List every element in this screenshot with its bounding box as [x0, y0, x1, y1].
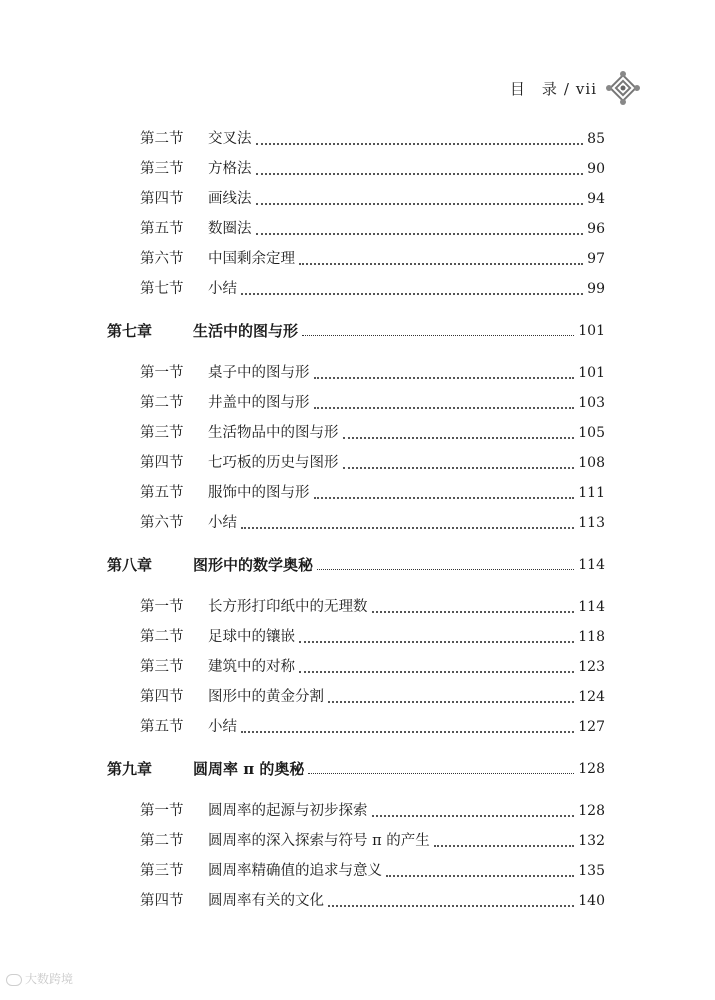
toc-page-number: 85 — [587, 131, 605, 147]
toc-entry-number: 第七节 — [140, 281, 184, 297]
toc-entry-number: 第三节 — [140, 161, 184, 177]
toc-chapter-row[interactable] — [0, 757, 605, 781]
toc-entry-number: 第九章 — [107, 760, 153, 778]
toc-section-row[interactable] — [0, 157, 605, 181]
toc-page-number: 111 — [578, 485, 605, 501]
dot-leader — [314, 496, 575, 499]
toc-entry-title: 画线法 — [208, 191, 252, 207]
toc-page-number: 124 — [578, 689, 605, 705]
toc-page-number: 135 — [578, 863, 605, 879]
toc-entry-title: 圆周率的深入探索与符号 π 的产生 — [208, 833, 430, 849]
toc-entry-number: 第二节 — [140, 395, 184, 411]
toc-entry-title: 圆周率 π 的奥秘 — [193, 760, 305, 778]
toc-section-row[interactable] — [0, 685, 605, 709]
toc-entry-number: 第六节 — [140, 251, 184, 267]
toc-section-row[interactable] — [0, 715, 605, 739]
toc-entry-number: 第五节 — [140, 719, 184, 735]
toc-entry-number: 第三节 — [140, 863, 184, 879]
toc-entry-number: 第四节 — [140, 893, 184, 909]
toc-section-row[interactable] — [0, 451, 605, 475]
toc-chapter-row[interactable] — [0, 319, 605, 343]
dot-leader — [241, 730, 574, 733]
toc-page-number: 101 — [578, 323, 605, 339]
toc-section-row[interactable] — [0, 421, 605, 445]
toc-entry-title: 圆周率有关的文化 — [208, 893, 324, 909]
dot-leader — [314, 406, 575, 409]
toc-section-row[interactable] — [0, 247, 605, 271]
toc-entry-number: 第四节 — [140, 689, 184, 705]
toc-section-row[interactable] — [0, 799, 605, 823]
toc-entry-number: 第一节 — [140, 365, 184, 381]
toc-page-number: 127 — [578, 719, 605, 735]
toc-section-row[interactable] — [0, 217, 605, 241]
toc-entry-title: 桌子中的图与形 — [208, 365, 310, 381]
toc-page-number: 105 — [578, 425, 605, 441]
toc-section-row[interactable] — [0, 595, 605, 619]
toc-section-row[interactable] — [0, 481, 605, 505]
toc-page-number: 97 — [587, 251, 605, 267]
toc-entry-title: 生活物品中的图与形 — [208, 425, 339, 441]
toc-entry-number: 第三节 — [140, 659, 184, 675]
dot-leader — [299, 670, 574, 673]
dot-leader — [256, 142, 584, 145]
dot-leader — [328, 700, 574, 703]
dot-leader — [241, 292, 583, 295]
toc-entry-title: 生活中的图与形 — [193, 322, 299, 340]
dot-leader — [343, 466, 575, 469]
toc-entry-title: 小结 — [208, 281, 237, 297]
toc-page-number: 114 — [578, 599, 605, 615]
toc-page-number: 113 — [578, 515, 605, 531]
dot-leader — [386, 874, 574, 877]
watermark-text: 大数跨境 — [25, 972, 74, 986]
toc-entry-title: 中国剩余定理 — [208, 251, 295, 267]
toc-page-number: 99 — [587, 281, 605, 297]
dot-leader — [256, 202, 584, 205]
toc-section-row[interactable] — [0, 655, 605, 679]
toc-chapter-row[interactable] — [0, 553, 605, 577]
toc-entry-title: 七巧板的历史与图形 — [208, 455, 339, 471]
toc-entry-number: 第一节 — [140, 599, 184, 615]
dot-leader — [241, 526, 574, 529]
dot-leader — [343, 436, 575, 439]
toc-entry-number: 第五节 — [140, 485, 184, 501]
toc-entry-title: 小结 — [208, 515, 237, 531]
toc-entry-title: 井盖中的图与形 — [208, 395, 310, 411]
dot-leader — [314, 376, 575, 379]
dot-leader — [299, 640, 574, 643]
toc-section-row[interactable] — [0, 391, 605, 415]
dot-leader — [302, 334, 574, 336]
toc-entry-title: 小结 — [208, 719, 237, 735]
dot-leader — [328, 904, 574, 907]
toc-page-number: 108 — [578, 455, 605, 471]
toc-entry-number: 第二节 — [140, 629, 184, 645]
toc-entry-title: 图形中的数学奥秘 — [193, 556, 314, 574]
header-page-number: vii — [575, 80, 597, 98]
toc-entry-title: 圆周率的起源与初步探索 — [208, 803, 368, 819]
toc-page-number: 90 — [587, 161, 605, 177]
watermark — [6, 970, 73, 987]
toc-section-row[interactable] — [0, 859, 605, 883]
dot-leader — [372, 814, 575, 817]
header-title: 目 录 — [509, 80, 558, 98]
toc-section-row[interactable] — [0, 187, 605, 211]
toc-entry-title: 足球中的镶嵌 — [208, 629, 295, 645]
toc-page-number: 128 — [578, 761, 605, 777]
toc-entry-number: 第八章 — [107, 556, 153, 574]
toc-page-number: 96 — [587, 221, 605, 237]
toc-page-number: 103 — [578, 395, 605, 411]
toc-entry-number: 第二节 — [140, 833, 184, 849]
toc-entry-title: 建筑中的对称 — [208, 659, 295, 675]
dot-leader — [317, 568, 574, 570]
watermark-logo-icon — [6, 974, 22, 986]
toc-entry-number: 第七章 — [107, 322, 153, 340]
toc-page-number: 132 — [578, 833, 605, 849]
toc-page-number: 101 — [578, 365, 605, 381]
toc-section-row[interactable] — [0, 127, 605, 151]
dot-leader — [372, 610, 575, 613]
toc-entry-title: 交叉法 — [208, 131, 252, 147]
toc-entry-title: 圆周率精确值的追求与意义 — [208, 863, 382, 879]
toc-page-number: 118 — [578, 629, 605, 645]
toc-section-row[interactable] — [0, 829, 605, 853]
dot-leader — [434, 844, 575, 847]
toc-entry-number: 第一节 — [140, 803, 184, 819]
toc-entry-number: 第四节 — [140, 455, 184, 471]
toc-section-row[interactable] — [0, 511, 605, 535]
dot-leader — [299, 262, 583, 265]
running-header — [510, 78, 597, 99]
toc-entry-title: 方格法 — [208, 161, 252, 177]
toc-entry-title: 图形中的黄金分割 — [208, 689, 324, 705]
toc-entry-number: 第四节 — [140, 191, 184, 207]
dot-leader — [308, 772, 574, 774]
toc-section-row[interactable] — [0, 277, 605, 301]
header-separator: / — [563, 80, 570, 98]
toc-page-number: 123 — [578, 659, 605, 675]
toc-section-row[interactable] — [0, 889, 605, 913]
toc-entry-title: 服饰中的图与形 — [208, 485, 310, 501]
toc-page-number: 128 — [578, 803, 605, 819]
toc-entry-title: 长方形打印纸中的无理数 — [208, 599, 368, 615]
toc-entry-number: 第三节 — [140, 425, 184, 441]
toc-page-number: 94 — [587, 191, 605, 207]
toc-section-row[interactable] — [0, 625, 605, 649]
toc-entry-number: 第二节 — [140, 131, 184, 147]
toc-page-number: 140 — [578, 893, 605, 909]
toc-entry-title: 数圈法 — [208, 221, 252, 237]
toc-entry-number: 第五节 — [140, 221, 184, 237]
diamond-knot-icon — [603, 68, 643, 108]
toc-entry-number: 第六节 — [140, 515, 184, 531]
toc-page-number: 114 — [578, 557, 605, 573]
dot-leader — [256, 232, 584, 235]
toc-section-row[interactable] — [0, 361, 605, 385]
dot-leader — [256, 172, 584, 175]
